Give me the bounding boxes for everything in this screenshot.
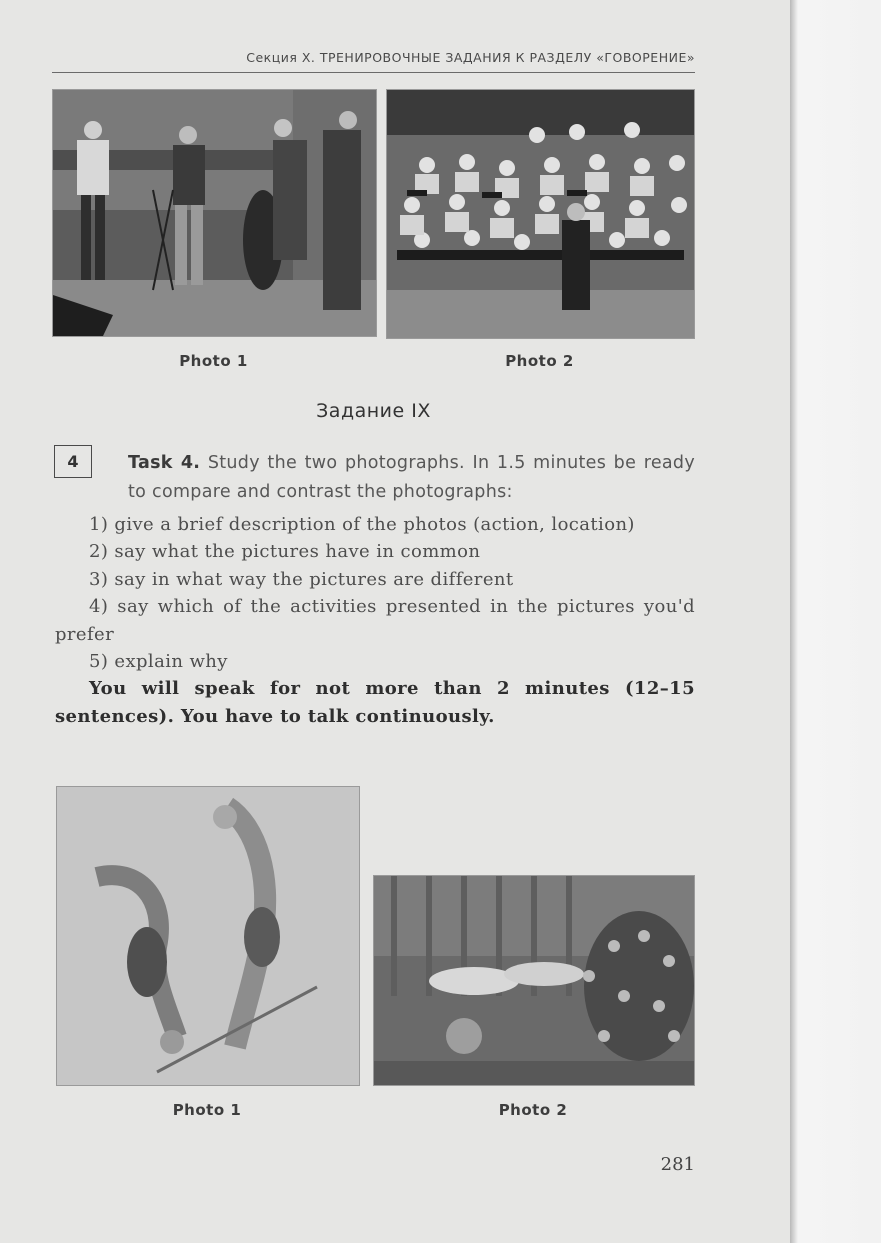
bottom-photo-1-image <box>56 786 360 1086</box>
task-footer: You will speak for not more than 2 minutes (12–15 sentences). You have to talk continuously. <box>55 678 695 727</box>
page-number: 281 <box>660 1154 695 1175</box>
bottom-photo-1-caption: Photo 1 <box>172 1101 242 1119</box>
bottom-photo-2-image <box>373 875 695 1086</box>
task-intro-text: Study the two photographs. In 1.5 minutes be ready to compare and contrast the photographs: <box>128 453 695 502</box>
top-photo-2-caption: Photo 2 <box>505 352 574 370</box>
task-number-box: 4 <box>54 445 92 478</box>
top-photo-2-image <box>386 89 695 339</box>
task-title: Задание IX <box>316 400 431 422</box>
list-item: 4) say which of the activities presented in the pictures you'd prefer <box>55 596 695 645</box>
top-photo-1-caption: Photo 1 <box>179 352 248 370</box>
list-item: 1) give a brief description of the photos (action, location) <box>89 514 635 535</box>
bottom-photo-2-caption: Photo 2 <box>498 1101 568 1119</box>
list-item: 5) explain why <box>89 651 228 673</box>
adjacent-page-edge <box>790 0 881 1243</box>
list-item: 3) say in what way the pictures are different <box>89 568 514 590</box>
task-list <box>55 511 695 730</box>
task-intro <box>128 449 695 507</box>
list-item: 2) say what the pictures have in common <box>89 541 481 563</box>
running-header: Секция X. ТРЕНИРОВОЧНЫЕ ЗАДАНИЯ К РАЗДЕЛУ «ГОВОРЕНИЕ» <box>246 50 695 65</box>
top-photo-1-image <box>52 89 377 337</box>
task-label: Task 4. <box>128 453 201 473</box>
header-rule <box>52 72 695 73</box>
